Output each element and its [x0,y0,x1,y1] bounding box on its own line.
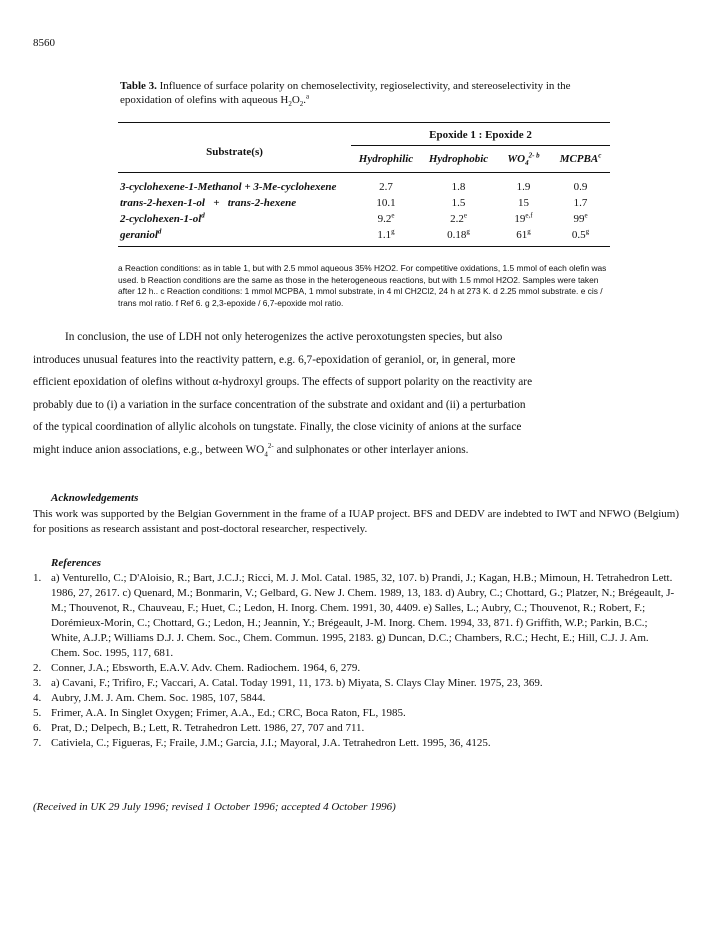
table-footnote: a Reaction conditions: as in table 1, but with 2.5 mmol aqueous 35% H2O2. For competitive oxidations, 1.5 mmol of each olefin was used. b Reaction conditions are the same as those in the heterogeneous reactions, but with 1.5 mmol H2O2. Samples were taken after 12 h.. c Reaction conditions: 1 mmol MCPBA, 1 mmol substrate, in 4 ml CH2Cl2, 24 h at 273 K. d 2.25 mmol substrate. e cis / trans mol ratio. f Ref 6. g 2,3-epoxide / 6,7-epoxide mol ratio. [118,263,607,308]
list-item: 4. Aubry, J.M. J. Am. Chem. Soc. 1985, 107, 5844. [33,692,266,704]
col-hydrophilic: Hydrophilic [358,153,414,165]
table-row: trans-2-hexen-1-ol + trans-2-hexene 10.1 1.5 15 1.7 [120,197,588,209]
col-mcpba: MCPBA$^c$ [559,151,602,165]
table-row: 3-cyclohexene-1-Methanol + 3-Me-cyclohexene 2.7 1.8 1.9 0.9 [120,181,588,193]
received-dates: (Received in UK 29 July 1996; revised 1 October 1996; accepted 4 October 1996) [33,801,396,813]
table-caption-text: Influence of surface polarity on chemoselectivity, regioselectivity, and stereoselectivity in the epoxidation of olefins with aqueous H [120,80,571,106]
table-bottom-rule [118,246,610,247]
col-hydrophobic: Hydrophobic [428,153,489,165]
caption-sup: a [306,92,310,101]
list-item: 5. Frimer, A.A. In Singlet Oxygen; Frimer, A.A., Ed.; CRC, Boca Raton, FL, 1985. [33,707,406,719]
references-list [33,571,679,751]
group-header: Epoxide 1 : Epoxide 2 [429,129,532,141]
conclusion-paragraph: In conclusion, the use of LDH not only heterogenizes the active peroxotungsten species, but also introduces unusual features into the reactivity pattern, e.g. 6,7-epoxidation of geraniol, or, in general, more efficient epoxidation of olefins without α-hydroxyl groups. The effects of support polarity on the reactivity are probably due to (i) a variation in the surface concentration of the substrate and oxidant and (ii) a perturbation of the typical coordination of allylic alcohols on tungstate. Finally, the close vicinity of anions at the surface might induce anion associations, e.g., between $WO_4^{2-}$ and sulphonates or other interlayer anions. [33,331,533,459]
caption-end: . [303,94,307,106]
caption-sub2: 2 [299,100,304,109]
acknowledgements-heading: Acknowledgements [51,492,139,504]
table-caption [120,79,610,107]
list-item: 7. Cativiela, C.; Figueras, F.; Fraile, J.M.; Garcia, J.I.; Mayoral, J.A. Tetrahedron Lett. 1995, 36, 4125. [33,737,491,749]
list-item: 2. Conner, J.A.; Ebsworth, E.A.V. Adv. Chem. Radiochem. 1964, 6, 279. [33,662,361,674]
list-item: 6. Prat, D.; Delpech, B.; Lett, R. Tetrahedron Lett. 1986, 27, 707 and 711. [33,722,365,734]
table-row: geraniol$^d$ 1.1$^g$ 0.18$^g$ 61$^g$ 0.5$^g$ [120,227,590,241]
results-table [118,122,610,247]
substrate-header: Substrate(s) [206,146,263,158]
caption-sub: 2 [288,100,292,109]
list-item: 3. a) Cavani, F.; Trifiro, F.; Vaccari, A. Catal. Today 1991, 11, 173. b) Miyata, S. Clays Clay Miner. 1975, 23, 369. [33,677,543,689]
acknowledgements-text: This work was supported by the Belgian Government in the frame of a IUAP project. BFS and DEDV are indebted to IWT and NFWO (Belgium) for positions as research assistant and post-doctoral researcher, respectively. [33,508,679,535]
table-row: $2-cyclohexen-1-ol^d$ 9.2e 2.2e 19$^{e,f}$ 99e [120,211,588,225]
list-item: 1. a) Venturello, C.; D'Aloisio, R.; Bart, J.C.J.; Ricci, M. J. Mol. Catal. 1985, 32, 107. b) Prandi, J.; Kagan, H.B.; Mimoun, H. Tetrahedron Lett. 1986, 27, 2617. c) Quenard, M.; Bonmarin, V.; Gelbard, G. New J. Chem. 1989, 13, 183. d) Aubry, C.; Chottard, G.; Platzer, N.; Brégeault, J-M.; Thouvenot, R., Chauveau, F.; Huet, C.; Ledon, H. Inorg. Chem. 1991, 30, 4409. e) Salles, L.; Aubry, C.; Thouvenot, R.; Robert, F.; Dorémieux-Morin, C.; Chottard, G.; Ledon, H.; Jeannin, Y.; Brégeault, J-M. Inorg. Chem. 1994, 33, 871. f) Griffith, W.P.; Parkin, B.C.; White, A.J.P.; Williams D.J. J. Chem. Soc., Chem. Commun. 1995, 2183. g) Duncan, D.C.; Chambers, R.C.; Hecht, E.; Hill, C.J. J. Am. Chem. Soc. 1995, 117, 681. [33,572,675,659]
col-wo4: $WO_4^{2- b}$ [507,151,540,168]
page-number: 8560 [33,37,55,49]
results-table-grid [118,123,610,246]
table-label: Table 3. [120,80,157,92]
caption-o: O [291,94,300,106]
references-heading: References [51,557,102,569]
